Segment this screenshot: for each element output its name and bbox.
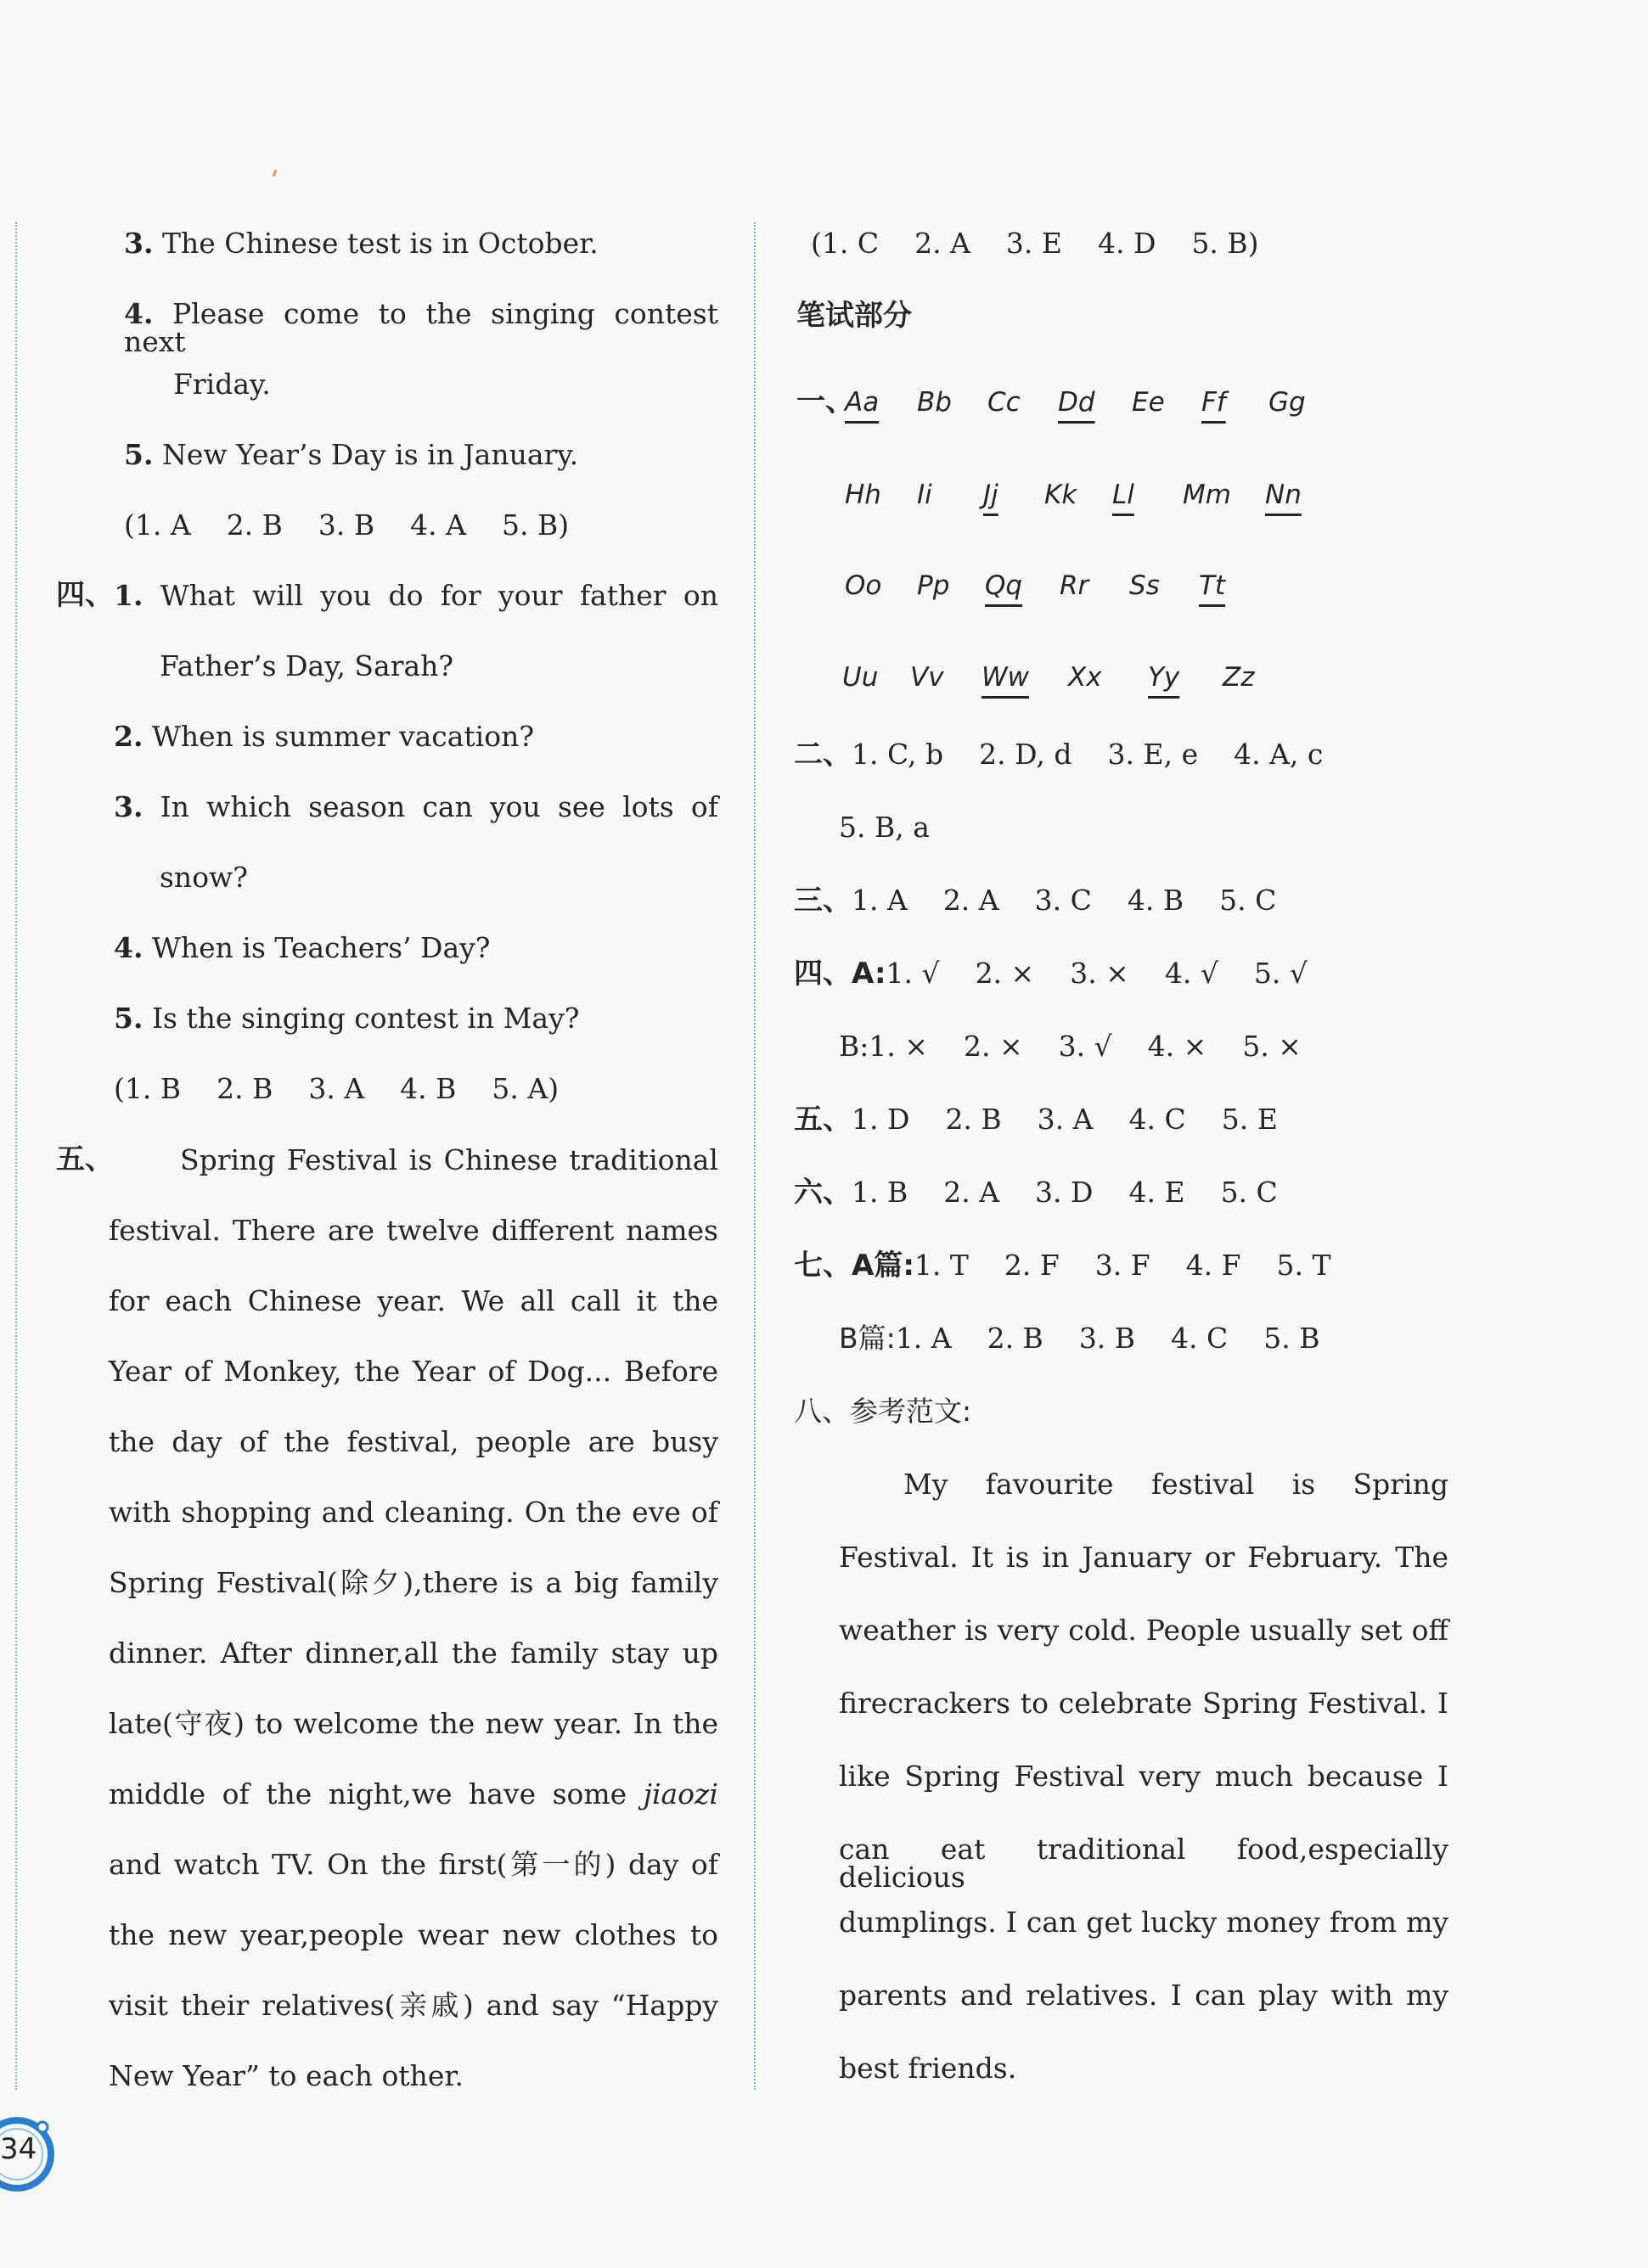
section-5-label: 五、 bbox=[56, 1142, 114, 1176]
letter-pair: Aa bbox=[845, 387, 880, 418]
section-2-answers: 二、1. C, b 2. D, d 3. E, e 4. A, c bbox=[794, 738, 1324, 772]
answers-listening: (1. C 2. A 3. E 4. D 5. B) bbox=[811, 227, 1259, 260]
letter-pair: Ii bbox=[917, 480, 932, 510]
letter-pair: Oo bbox=[845, 570, 882, 601]
essay-line: My favourite festival is Spring bbox=[903, 1468, 1448, 1501]
letter-pair: Hh bbox=[845, 480, 881, 510]
letter-pair: Pp bbox=[917, 570, 950, 601]
letter-pair: Zz bbox=[1223, 662, 1255, 693]
passage-line: New Year” to each other. bbox=[109, 2059, 464, 2092]
essay-line: parents and relatives. I can play with my bbox=[839, 1979, 1448, 2012]
section-2-answers-cont: 5. B, a bbox=[839, 811, 930, 844]
passage-line: Spring Festival is Chinese traditional bbox=[180, 1143, 718, 1176]
passage-line: the day of the festival, people are busy bbox=[109, 1425, 718, 1458]
letter-pair: Yy bbox=[1148, 662, 1180, 693]
answers-section-3: (1. A 2. B 3. B 4. A 5. B) bbox=[124, 508, 570, 542]
section-4-item-3-cont: snow? bbox=[160, 861, 248, 894]
page-number: 34 bbox=[0, 2132, 37, 2166]
section-4-item-1: 1. What will you do for your father on bbox=[114, 579, 718, 612]
letter-pair: Dd bbox=[1058, 387, 1095, 418]
essay-line: can eat traditional food,especially delicious bbox=[839, 1833, 1448, 1894]
letter-pair: Jj bbox=[983, 480, 998, 510]
listening-item-4-cont: Friday. bbox=[173, 368, 271, 401]
section-4-item-4: 4. When is Teachers’ Day? bbox=[114, 931, 491, 964]
section-4-label: 四、 bbox=[56, 578, 114, 612]
letter-pair: Kk bbox=[1044, 480, 1077, 510]
essay-line: firecrackers to celebrate Spring Festival. I bbox=[839, 1687, 1448, 1720]
letter-pair: Nn bbox=[1265, 480, 1302, 510]
letter-pair: Ll bbox=[1112, 480, 1134, 510]
passage-line: with shopping and cleaning. On the eve of bbox=[109, 1496, 718, 1529]
section-4-item-2: 2. When is summer vacation? bbox=[114, 720, 535, 753]
listening-item-3: 3. The Chinese test is in October. bbox=[124, 227, 599, 260]
section-3-answers: 三、1. A 2. A 3. C 4. B 5. C bbox=[794, 884, 1277, 918]
letter-pair: Mm bbox=[1183, 480, 1231, 510]
letter-pair: Ss bbox=[1129, 570, 1160, 601]
letter-pair: Ff bbox=[1201, 387, 1226, 418]
section-4b-answers: B:1. × 2. × 3. √ 4. × 5. × bbox=[839, 1030, 1302, 1063]
passage-line: for each Chinese year. We all call it the bbox=[109, 1284, 718, 1317]
letter-pair: Vv bbox=[910, 662, 944, 693]
passage-line: Year of Monkey, the Year of Dog... Before bbox=[109, 1355, 718, 1388]
paper-speck bbox=[273, 170, 278, 177]
letter-pair: Ww bbox=[981, 662, 1030, 693]
passage-line: and watch TV. On the first(第一的) day of bbox=[109, 1848, 718, 1881]
passage-line: late(守夜) to welcome the new year. In the bbox=[109, 1707, 718, 1740]
section-5-answers: 五、1. D 2. B 3. A 4. C 5. E bbox=[794, 1103, 1278, 1137]
letter-pair: Uu bbox=[842, 662, 879, 693]
written-part-title: 笔试部分 bbox=[796, 299, 912, 333]
essay-line: Festival. It is in January or February. The bbox=[839, 1541, 1448, 1574]
essay-line: best friends. bbox=[839, 2052, 1017, 2085]
letter-pair: Rr bbox=[1060, 570, 1089, 601]
letter-pair: Qq bbox=[985, 570, 1023, 601]
left-margin-line bbox=[15, 222, 17, 2090]
essay-line: weather is very cold. People usually set off bbox=[839, 1614, 1448, 1647]
passage-line: Spring Festival(除夕),there is a big family bbox=[109, 1566, 718, 1599]
section-7a-answers: 七、A篇:1. T 2. F 3. F 4. F 5. T bbox=[794, 1249, 1331, 1283]
section-7b-answers: B篇:1. A 2. B 3. B 4. C 5. B bbox=[839, 1322, 1320, 1355]
letter-pair: Tt bbox=[1199, 570, 1226, 601]
letter-pair: Ee bbox=[1132, 387, 1165, 418]
listening-item-5: 5. New Year’s Day is in January. bbox=[124, 438, 579, 471]
letter-pair: Bb bbox=[917, 387, 952, 418]
section-4-item-3: 3. In which season can you see lots of bbox=[114, 790, 718, 823]
essay-line: dumplings. I can get lucky money from my bbox=[839, 1906, 1448, 1939]
section-1-label: 一、 bbox=[796, 385, 854, 418]
section-4-item-5: 5. Is the singing contest in May? bbox=[114, 1002, 580, 1035]
letter-pair: Xx bbox=[1068, 662, 1102, 693]
section-6-answers: 六、1. B 2. A 3. D 4. E 5. C bbox=[794, 1176, 1278, 1210]
answers-section-4: (1. B 2. B 3. A 4. B 5. A) bbox=[114, 1072, 560, 1105]
section-4-item-1-cont: Father’s Day, Sarah? bbox=[160, 649, 454, 682]
passage-line: festival. There are twelve different names bbox=[109, 1214, 718, 1247]
passage-line: the new year,people wear new clothes to bbox=[109, 1918, 718, 1951]
passage-line: dinner. After dinner,all the family stay up bbox=[109, 1636, 718, 1670]
listening-item-4: 4. Please come to the singing contest next bbox=[124, 297, 719, 358]
letter-pair: Gg bbox=[1268, 387, 1306, 418]
column-divider bbox=[754, 222, 756, 2090]
essay-line: like Spring Festival very much because I bbox=[839, 1760, 1448, 1793]
section-8-label: 八、参考范文: bbox=[794, 1395, 972, 1428]
passage-line: middle of the night,we have some jiaozi bbox=[109, 1777, 718, 1810]
letter-pair: Cc bbox=[987, 387, 1021, 418]
section-4a-answers: 四、A:1. √ 2. × 3. × 4. √ 5. √ bbox=[794, 957, 1308, 991]
passage-line: visit their relatives(亲戚) and say “Happy bbox=[109, 1989, 718, 2022]
